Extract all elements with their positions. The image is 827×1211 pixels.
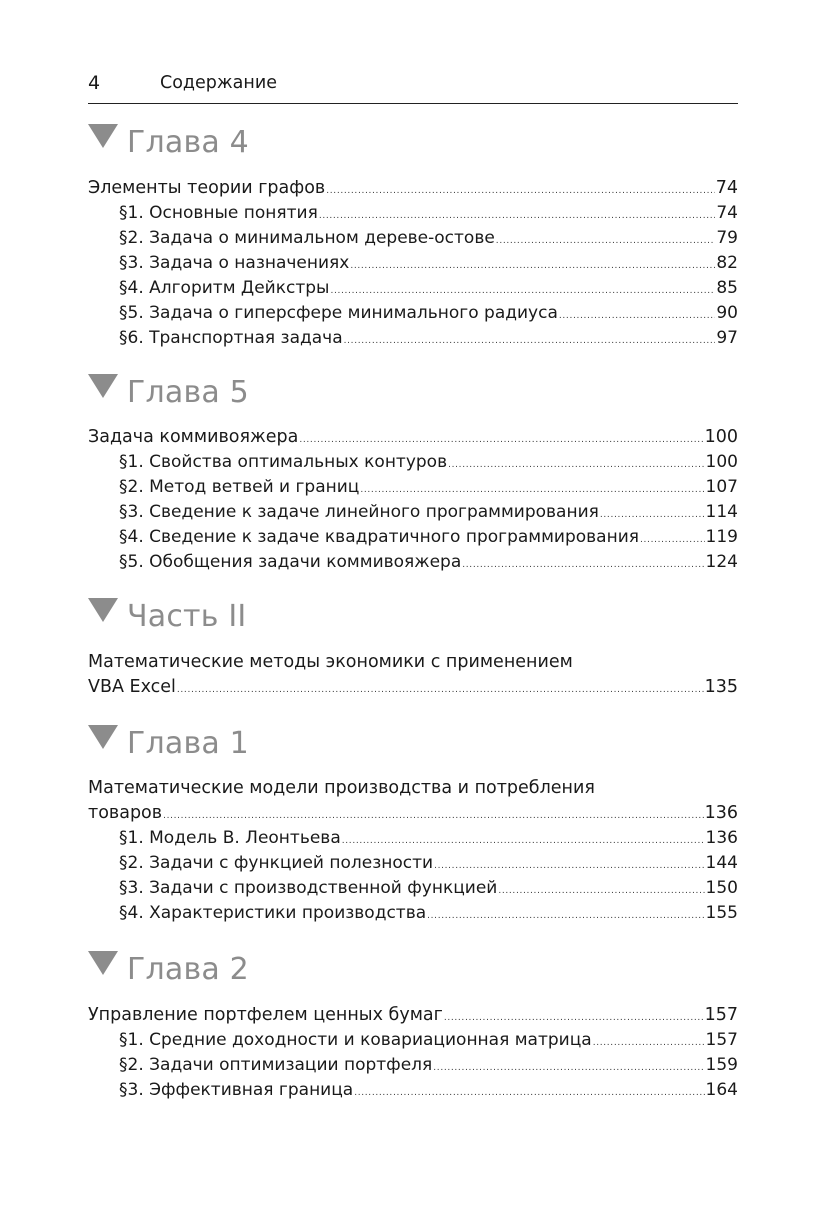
leader-dots	[342, 826, 705, 854]
chapter-heading: Глава 1	[88, 725, 249, 765]
leader-dots	[462, 550, 704, 578]
triangle-down-icon	[88, 374, 118, 398]
page-ref: 100	[705, 452, 738, 472]
toc-entry-first-line[interactable]: Математические модели производства и потребления	[88, 778, 595, 798]
toc-entry[interactable]: §3. Эффективная граница . . . 164	[88, 1078, 738, 1103]
part-heading: Часть II	[88, 598, 246, 638]
leader-dots	[163, 801, 704, 829]
toc-entry[interactable]: §1. Модель В. Леонтьева . . . 136	[88, 826, 738, 851]
page-ref: 82	[716, 253, 738, 273]
page-number: 4	[88, 72, 101, 94]
page-ref: 124	[705, 552, 738, 572]
leader-dots	[433, 1053, 704, 1081]
page-ref: 136	[704, 803, 738, 823]
page-ref: 85	[716, 278, 738, 298]
page-ref: 159	[705, 1055, 738, 1075]
page-ref: 100	[704, 427, 738, 447]
page-ref: 135	[704, 677, 738, 697]
toc-entry[interactable]: §3. Задачи с производственной функцией . . . 150	[88, 876, 738, 901]
leader-dots	[498, 876, 704, 904]
page-ref: 119	[705, 527, 738, 547]
leader-dots	[330, 276, 715, 304]
toc-entry[interactable]: §2. Задача о минимальном дереве-остове . . . 79	[88, 226, 738, 251]
leader-dots	[640, 525, 705, 553]
toc-entry[interactable]: §1. Основные понятия . . . 74	[88, 201, 738, 226]
page-ref: 144	[705, 853, 738, 873]
toc-entry[interactable]: §2. Задачи оптимизации портфеля . . . 159	[88, 1053, 738, 1078]
chapter-heading: Глава 2	[88, 951, 249, 991]
toc-section	[88, 176, 738, 351]
toc-entry[interactable]: Управление портфелем ценных бумаг . . . 157	[88, 1003, 738, 1028]
leader-dots	[350, 251, 715, 279]
toc-section	[88, 650, 738, 700]
page-ref: 157	[705, 1030, 738, 1050]
leader-dots	[444, 1003, 704, 1031]
toc-entry[interactable]: §2. Задачи с функцией полезности . . . 144	[88, 851, 738, 876]
toc-entry[interactable]: §6. Транспортная задача . . . 97	[88, 326, 738, 351]
toc-entry[interactable]: §4. Характеристики производства . . . 155	[88, 901, 738, 926]
leader-dots	[559, 301, 715, 329]
leader-dots	[326, 176, 714, 204]
toc-entry[interactable]: §3. Задача о назначениях . . . 82	[88, 251, 738, 276]
page-ref: 114	[705, 502, 738, 522]
leader-dots	[354, 1078, 704, 1106]
page-ref: 107	[705, 477, 738, 497]
page-ref: 157	[704, 1005, 738, 1025]
leader-dots	[600, 500, 705, 528]
triangle-down-icon	[88, 124, 118, 148]
page-header	[88, 70, 738, 104]
toc-entry[interactable]: §5. Задача о гиперсфере минимального радиуса . . . 90	[88, 301, 738, 326]
page-ref: 136	[705, 828, 738, 848]
page-ref: 150	[705, 878, 738, 898]
toc-section	[88, 425, 738, 575]
leader-dots	[434, 851, 704, 879]
leader-dots	[496, 226, 716, 254]
toc-section	[88, 1003, 738, 1103]
page-ref: 90	[716, 303, 738, 323]
toc-entry[interactable]: §4. Сведение к задаче квадратичного программирования . . . 119	[88, 525, 738, 550]
chapter-heading: Глава 4	[88, 124, 249, 164]
triangle-down-icon	[88, 598, 118, 622]
page-ref: 79	[716, 228, 738, 248]
triangle-down-icon	[88, 725, 118, 749]
leader-dots	[593, 1028, 705, 1056]
toc-entry[interactable]: товаров . . . 136	[88, 801, 738, 826]
toc-entry-first-line[interactable]: Математические методы экономики с применением	[88, 652, 573, 672]
leader-dots	[177, 675, 704, 703]
leader-dots	[344, 326, 716, 354]
triangle-down-icon	[88, 951, 118, 975]
page-ref: 164	[705, 1080, 738, 1100]
page-ref: 74	[716, 203, 738, 223]
running-title: Содержание	[160, 73, 277, 93]
chapter-heading: Глава 5	[88, 374, 249, 414]
toc-entry[interactable]: §2. Метод ветвей и границ . . . 107	[88, 475, 738, 500]
toc-entry[interactable]: §1. Средние доходности и ковариационная матрица . . . 157	[88, 1028, 738, 1053]
leader-dots	[299, 425, 703, 453]
toc-section	[88, 776, 738, 926]
toc-entry[interactable]: §4. Алгоритм Дейкстры . . . 85	[88, 276, 738, 301]
toc-entry[interactable]: §3. Сведение к задаче линейного программирования . . . 114	[88, 500, 738, 525]
toc-entry[interactable]: VBA Excel . . . 135	[88, 675, 738, 700]
toc-entry[interactable]: Задача коммивояжера . . . 100	[88, 425, 738, 450]
leader-dots	[427, 901, 704, 929]
page-ref: 155	[705, 903, 738, 923]
toc-entry[interactable]: §5. Обобщения задачи коммивояжера . . . 124	[88, 550, 738, 575]
toc-entry[interactable]: §1. Свойства оптимальных контуров . . . 100	[88, 450, 738, 475]
toc-entry[interactable]: Элементы теории графов . . . 74	[88, 176, 738, 201]
leader-dots	[360, 475, 704, 503]
leader-dots	[448, 450, 704, 478]
page-ref: 74	[715, 178, 738, 198]
leader-dots	[319, 201, 716, 229]
page-ref: 97	[716, 328, 738, 348]
